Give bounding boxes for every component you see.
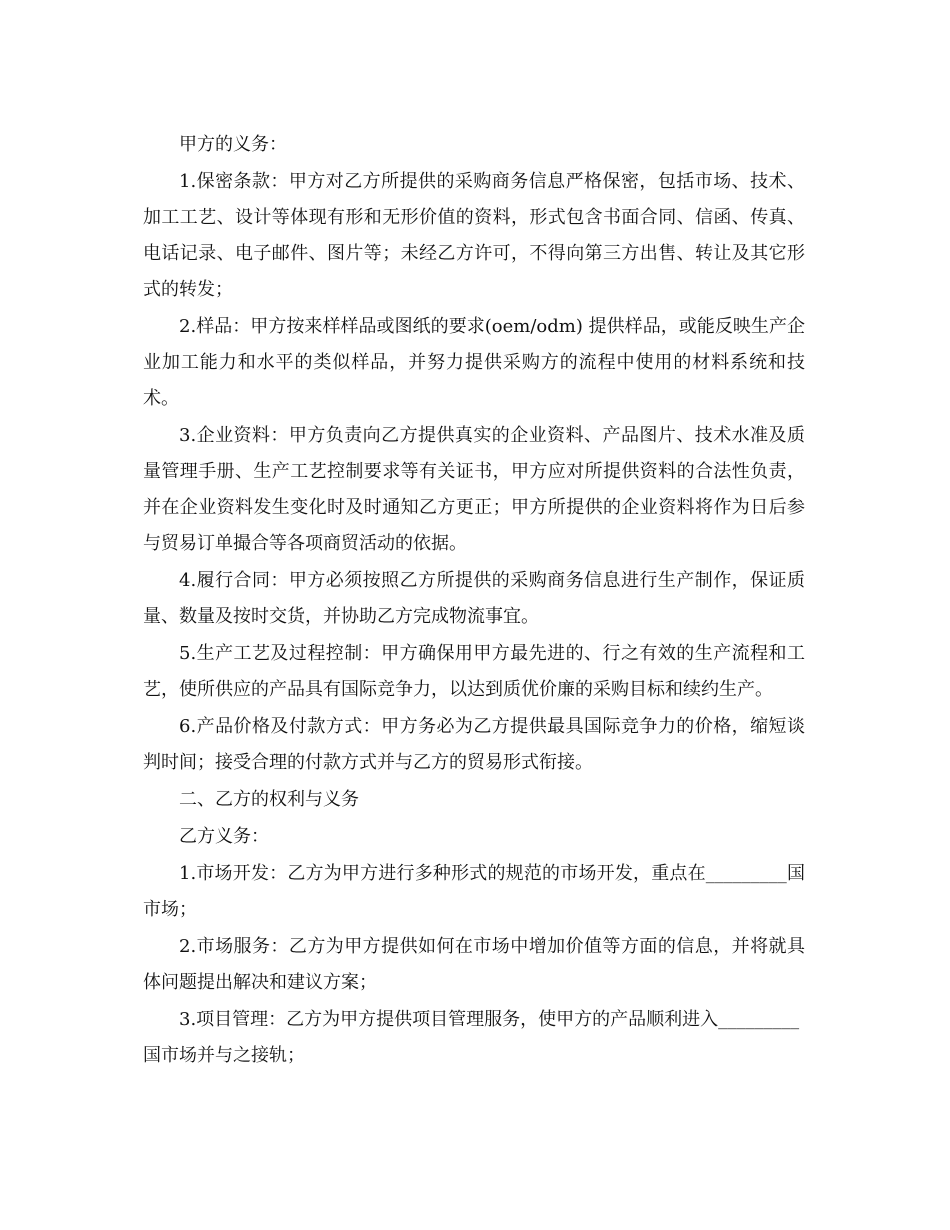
- paragraph-samples-clause: 2.样品：甲方按来样样品或图纸的要求(oem/odm) 提供样品，或能反映生产企业加工能力和水平的类似样品，并努力提供采购方的流程中使用的材料系统和技术。: [143, 316, 805, 409]
- paragraph-contract-performance-clause: 4.履行合同：甲方必须按照乙方所提供的采购商务信息进行生产制作，保证质量、数量及按时交货，并协助乙方完成物流事宜。: [143, 570, 805, 627]
- paragraph-company-info-clause: 3.企业资料：甲方负责向乙方提供真实的企业资料、产品图片、技术水准及质量管理手册、生产工艺控制要求等有关证书，甲方应对所提供资料的合法性负责，并在企业资料发生变化时及时通知乙方更正；甲方所提供的企业资料将作为日后参与贸易订单撮合等各项商贸活动的依据。: [143, 425, 805, 554]
- paragraph-confidentiality-clause: 1.保密条款：甲方对乙方所提供的采购商务信息严格保密，包括市场、技术、加工工艺、设计等体现有形和无形价值的资料，形式包含书面合同、信函、传真、电话记录、电子邮件、图片等；未经乙方许可，不得向第三方出售、转让及其它形式的转发；: [143, 171, 805, 300]
- paragraph-section-two-heading: 二、乙方的权利与义务: [179, 789, 359, 810]
- paragraph-price-payment-clause: 6.产品价格及付款方式：甲方务必为乙方提供最具国际竞争力的价格，缩短谈判时间；接受合理的付款方式并与乙方的贸易形式衔接。: [143, 716, 805, 773]
- paragraph-project-management-clause: 3.项目管理：乙方为甲方提供项目管理服务，使甲方的产品顺利进入_________国市场并与之接轨；: [143, 1009, 800, 1066]
- paragraph-party-b-obligations-heading: 乙方义务：: [179, 826, 269, 847]
- paragraph-party-a-obligations-heading: 甲方的义务：: [179, 134, 287, 155]
- paragraph-process-control-clause: 5.生产工艺及过程控制：甲方确保用甲方最先进的、行之有效的生产流程和工艺，使所供应的产品具有国际竞争力，以达到质优价廉的采购目标和续约生产。: [143, 643, 805, 700]
- document-body: [143, 127, 805, 1075]
- paragraph-market-service-clause: 2.市场服务：乙方为甲方提供如何在市场中增加价值等方面的信息，并将就具体问题提出解决和建议方案；: [143, 936, 805, 993]
- paragraph-market-development-clause: 1.市场开发：乙方为甲方进行多种形式的规范的市场开发，重点在_________国市场；: [143, 863, 805, 920]
